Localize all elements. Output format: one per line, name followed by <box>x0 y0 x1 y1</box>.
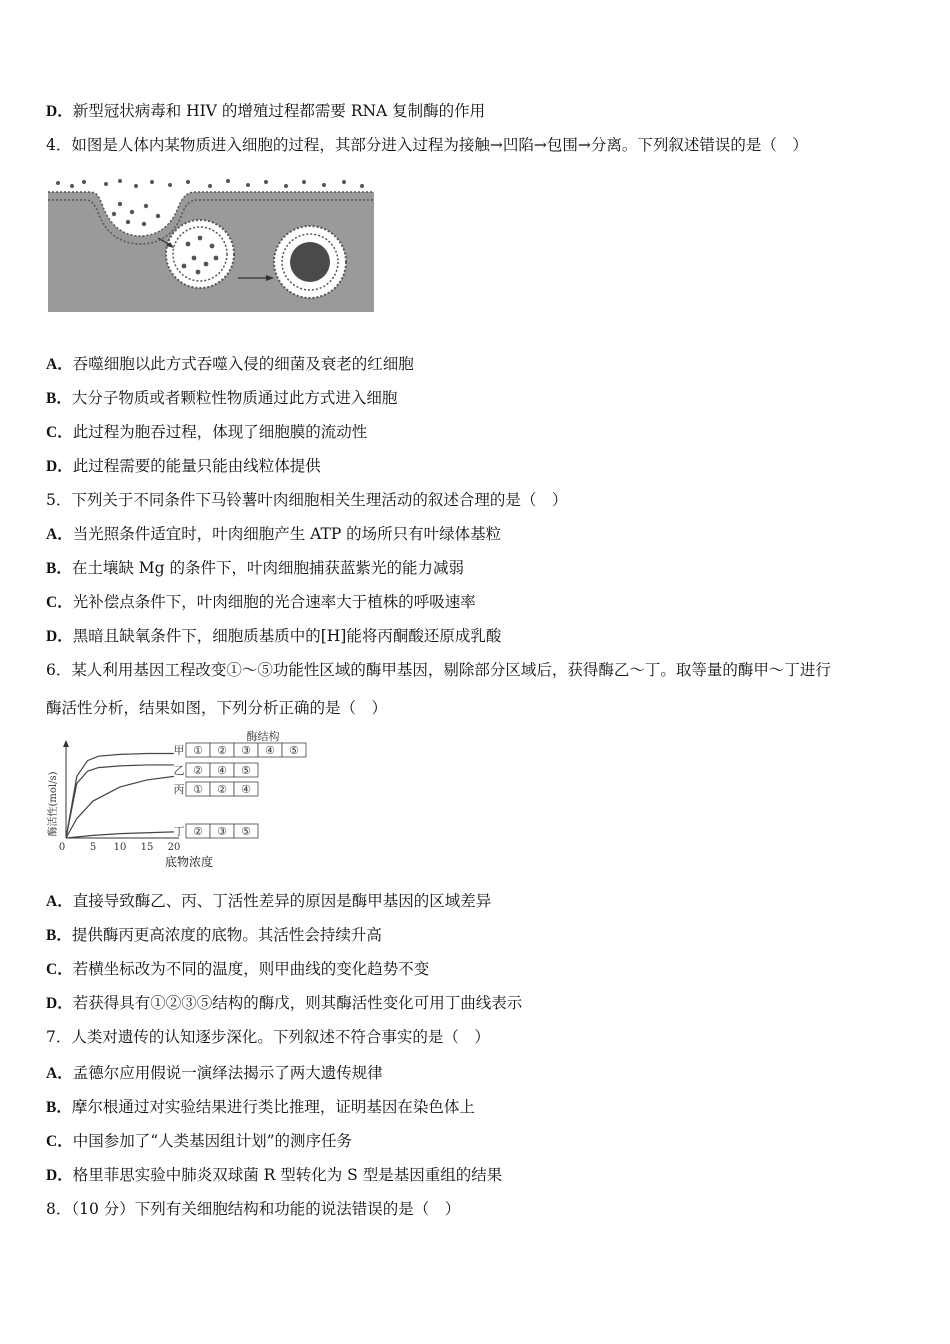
question-4-stem: 4．如图是人体内某物质进入细胞的过程，其部分进入过程为接触→凹陷→包围→分离。下列叙述错误的是（ ） <box>46 136 808 154</box>
question-4-option-d: D．此过程需要的能量只能由线粒体提供 <box>46 457 321 475</box>
question-4-option-b: B．大分子物质或者颗粒性物质通过此方式进入细胞 <box>46 389 398 407</box>
structure-region-label: ④ <box>265 744 275 757</box>
structure-region-label: ④ <box>217 764 227 777</box>
series-line-3 <box>66 832 174 838</box>
question-6-option-c: C．若横坐标改为不同的温度，则甲曲线的变化趋势不变 <box>46 960 430 978</box>
series-name-label: 乙 <box>173 764 185 777</box>
series-name-label: 丙 <box>173 783 185 796</box>
structure-region-label: ④ <box>241 783 251 796</box>
structure-region-label: ⑤ <box>241 825 251 838</box>
question-5-option-d: D．黑暗且缺氧条件下，细胞质基质中的[H]能将丙酮酸还原成乳酸 <box>46 627 502 645</box>
series-line-2 <box>66 776 174 838</box>
question-8-stem: 8．（10 分）下列有关细胞结构和功能的说法错误的是（ ） <box>46 1200 461 1218</box>
series-name-label: 丁 <box>173 825 185 838</box>
structure-region-label: ② <box>193 764 203 777</box>
question-4-option-c: C．此过程为胞吞过程，体现了细胞膜的流动性 <box>46 423 368 441</box>
structure-region-label: ⑤ <box>289 744 299 757</box>
structure-region-label: ① <box>193 744 203 757</box>
question-5-option-c: C．光补偿点条件下，叶肉细胞的光合速率大于植株的呼吸速率 <box>46 593 476 611</box>
structure-region-label: ② <box>193 825 203 838</box>
question-6-option-b: B．提供酶丙更高浓度的底物。其活性会持续升高 <box>46 926 382 944</box>
question-7-option-c: C．中国参加了“人类基因组计划”的测序任务 <box>46 1132 353 1150</box>
question-5-option-b: B．在土壤缺 Mg 的条件下，叶肉细胞捕获蓝紫光的能力减弱 <box>46 559 464 577</box>
x-tick-label: 0 <box>58 842 66 853</box>
x-axis-label: 底物浓度 <box>164 855 214 869</box>
structure-region-label: ⑤ <box>241 764 251 777</box>
question-3-option-d: D．新型冠状病毒和 HIV 的增殖过程都需要 RNA 复制酶的作用 <box>46 102 486 120</box>
structure-region-label: ② <box>217 783 227 796</box>
x-tick-label: 5 <box>89 842 97 853</box>
x-tick-label: 20 <box>167 842 181 853</box>
structure-table-header: 酶结构 <box>246 731 280 743</box>
question-6-option-d: D．若获得具有①②③⑤结构的酶戊，则其酶活性变化可用丁曲线表示 <box>46 994 523 1012</box>
x-tick-label: 10 <box>113 842 127 853</box>
question-7-option-d: D．格里菲思实验中肺炎双球菌 R 型转化为 S 型是基因重组的结果 <box>46 1166 503 1184</box>
endocytosis-figure <box>48 178 374 312</box>
question-5-stem: 5．下列关于不同条件下马铃薯叶肉细胞相关生理活动的叙述合理的是（ ） <box>46 491 568 509</box>
x-tick-label: 15 <box>140 842 154 853</box>
structure-region-label: ③ <box>241 744 251 757</box>
question-6-stem: 6．某人利用基因工程改变①～⑤功能性区域的酶甲基因，剔除部分区域后，获得酶乙～丁。取等量的酶甲～丁进行 <box>46 661 831 679</box>
question-7-option-a: A．孟德尔应用假说一演绎法揭示了两大遗传规律 <box>46 1064 383 1082</box>
series-line-1 <box>66 765 174 838</box>
structure-region-label: ③ <box>217 825 227 838</box>
series-name-label: 甲 <box>173 744 185 757</box>
question-5-option-a: A．当光照条件适宜时，叶肉细胞产生 ATP 的场所只有叶绿体基粒 <box>46 525 502 543</box>
question-7-option-b: B．摩尔根通过对实验结果进行类比推理，证明基因在染色体上 <box>46 1098 475 1116</box>
question-4-option-a: A．吞噬细胞以此方式吞噬入侵的细菌及衰老的红细胞 <box>46 355 414 373</box>
enzyme-activity-chart <box>44 728 314 870</box>
question-6-option-a: A．直接导致酶乙、丙、丁活性差异的原因是酶甲基因的区域差异 <box>46 892 492 910</box>
y-axis-label: 酶活性(mol/s) <box>48 771 59 837</box>
structure-region-label: ② <box>217 744 227 757</box>
question-6-stem-continued: 酶活性分析，结果如图，下列分析正确的是（ ） <box>46 699 388 717</box>
structure-region-label: ① <box>193 783 203 796</box>
question-7-stem: 7．人类对遗传的认知逐步深化。下列叙述不符合事实的是（ ） <box>46 1028 490 1046</box>
